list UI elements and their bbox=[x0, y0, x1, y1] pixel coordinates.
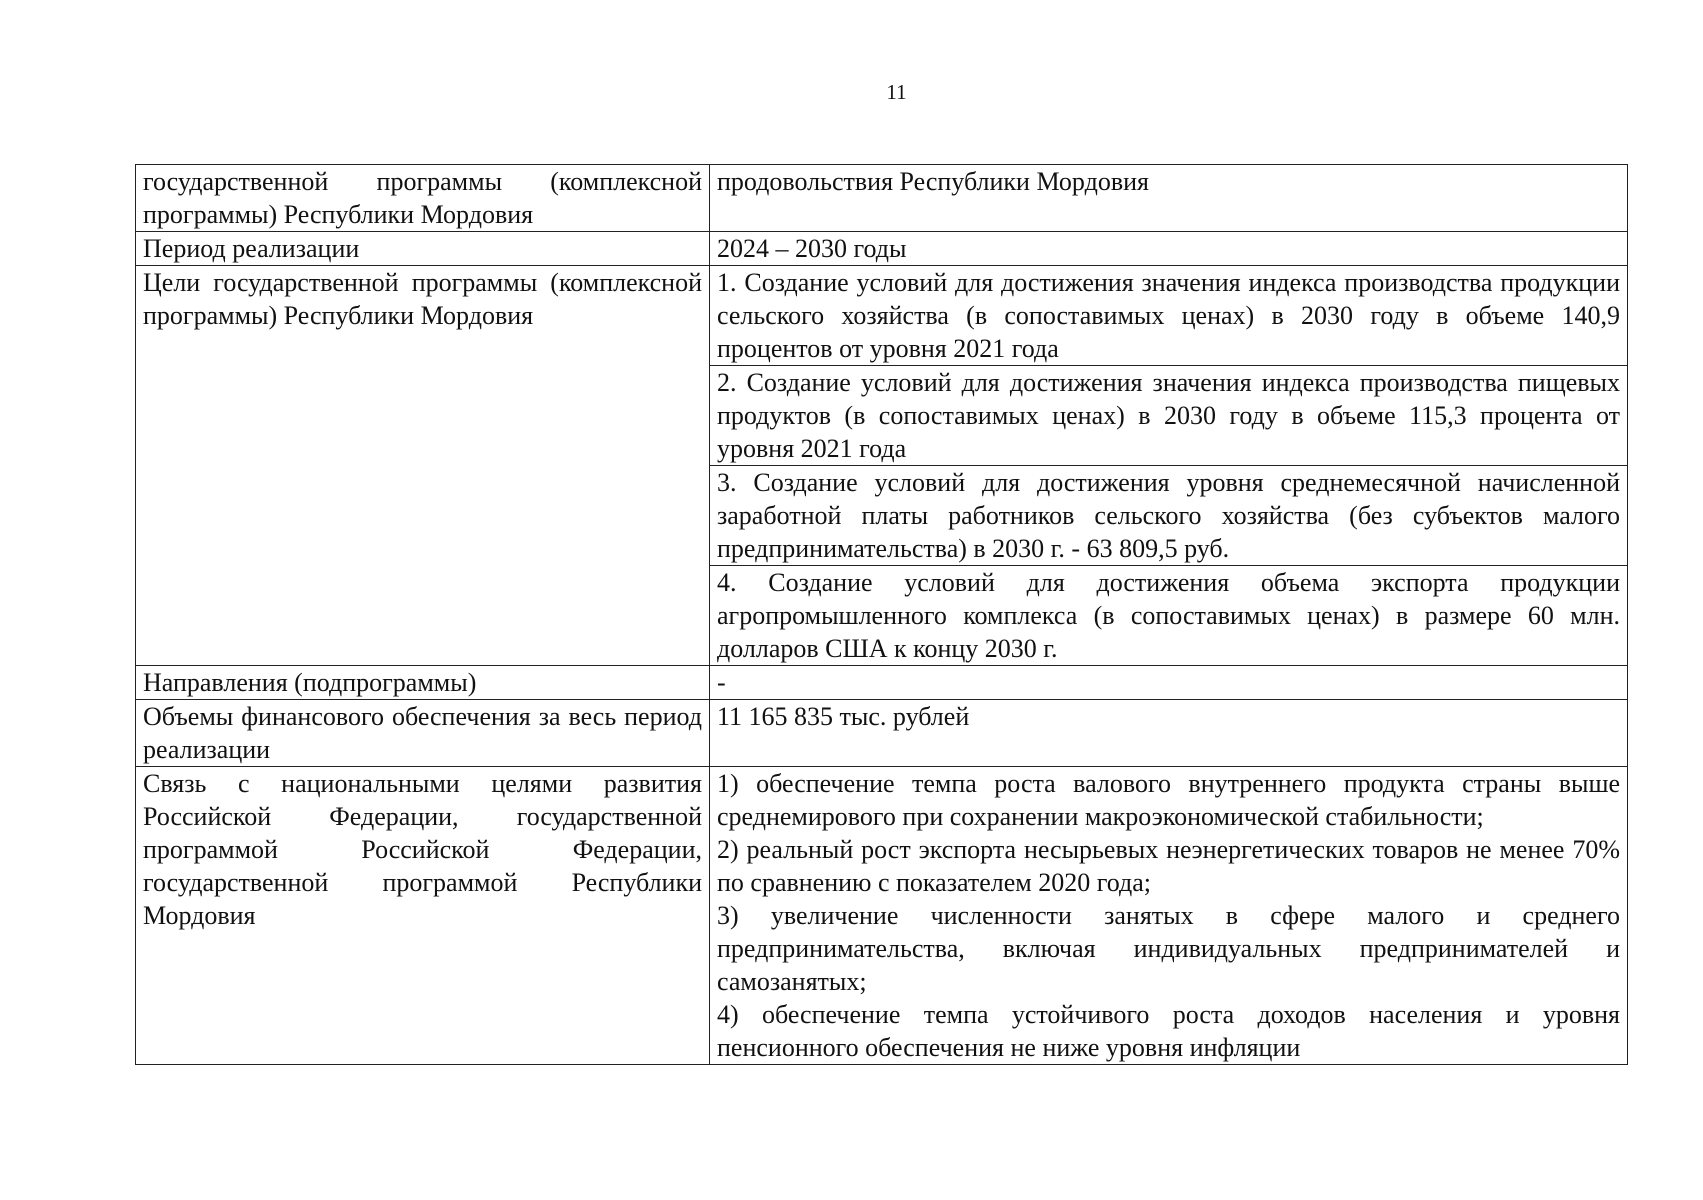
row-value-period: 2024 – 2030 годы bbox=[710, 232, 1628, 266]
row-value-program-name: продовольствия Республики Мордовия bbox=[710, 165, 1628, 232]
row-label-goals: Цели государственной программы (комплексной программы) Республики Мордовия bbox=[136, 266, 710, 666]
national-goal-item-1: 1) обеспечение темпа роста валового внутреннего продукта страны выше среднемирового при сохранении макроэкономической стабильности; bbox=[717, 769, 1620, 831]
page-number: 11 bbox=[886, 80, 907, 104]
row-value-national-goals bbox=[710, 767, 1628, 1065]
goal-item-1: 1. Создание условий для достижения значения индекса производства продукции сельского хозяйства (в сопоставимых ценах) в 2030 году в объеме 140,9 процентов от уровня 2021 года bbox=[710, 266, 1628, 366]
table-row-goal-1 bbox=[136, 266, 1628, 366]
table-row-funding bbox=[136, 700, 1628, 767]
table-row-national-goals bbox=[136, 767, 1628, 1065]
table-row-directions bbox=[136, 666, 1628, 700]
row-label-directions: Направления (подпрограммы) bbox=[136, 666, 710, 700]
row-label-program-name: государственной программы (комплексной программы) Республики Мордовия bbox=[136, 165, 710, 232]
table-row-program-name bbox=[136, 165, 1628, 232]
national-goal-item-3: 3) увеличение численности занятых в сфере малого и среднего предпринимательства, включая индивидуальных предпринимателей и самозанятых; bbox=[717, 901, 1620, 996]
program-passport-table bbox=[135, 164, 1628, 1065]
row-label-funding: Объемы финансового обеспечения за весь период реализации bbox=[136, 700, 710, 767]
row-label-period: Период реализации bbox=[136, 232, 710, 266]
row-value-directions: - bbox=[710, 666, 1628, 700]
goal-item-3: 3. Создание условий для достижения уровня среднемесячной начисленной заработной платы работников сельского хозяйства (без субъектов малого предпринимательства) в 2030 г. - 63 809,5 руб. bbox=[710, 466, 1628, 566]
goal-item-4: 4. Создание условий для достижения объема экспорта продукции агропромышленного комплекса (в сопоставимых ценах) в размере 60 млн. долларов США к концу 2030 г. bbox=[710, 566, 1628, 666]
national-goal-item-4: 4) обеспечение темпа устойчивого роста доходов населения и уровня пенсионного обеспечения не ниже уровня инфляции bbox=[717, 1000, 1620, 1062]
row-value-funding: 11 165 835 тыс. рублей bbox=[710, 700, 1628, 767]
national-goal-item-2: 2) реальный рост экспорта несырьевых неэнергетических товаров не менее 70% по сравнению с показателем 2020 года; bbox=[717, 835, 1620, 897]
table-row-period bbox=[136, 232, 1628, 266]
goal-item-2: 2. Создание условий для достижения значения индекса производства пищевых продуктов (в сопоставимых ценах) в 2030 году в объеме 115,3 процента от уровня 2021 года bbox=[710, 366, 1628, 466]
row-label-national-goals: Связь с национальными целями развития Российской Федерации, государственной программой Российской Федерации, государственной программой Республики Мордовия bbox=[136, 767, 710, 1065]
